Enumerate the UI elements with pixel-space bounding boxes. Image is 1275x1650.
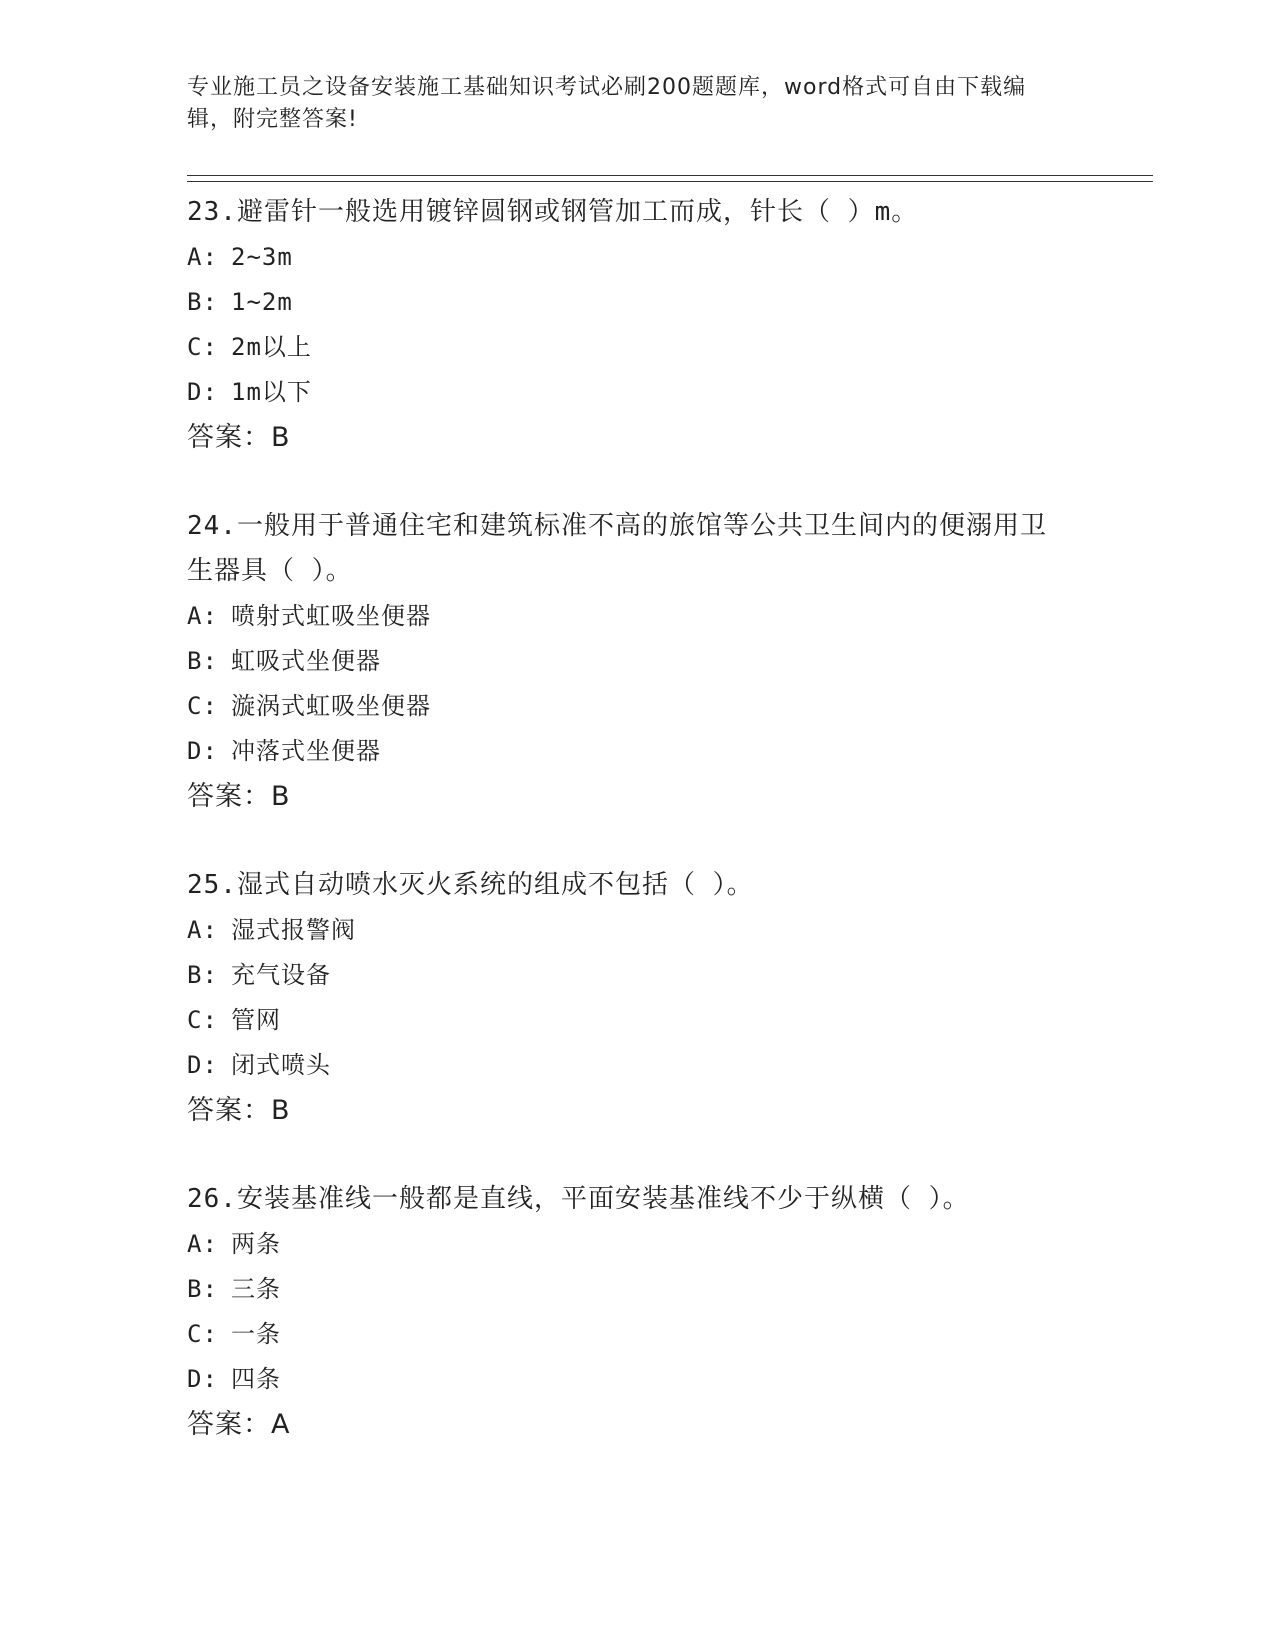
question-26 bbox=[187, 1177, 1087, 1448]
option-d bbox=[187, 370, 1087, 415]
question-24 bbox=[187, 504, 1087, 820]
option-letter: A: bbox=[187, 916, 218, 944]
option-text: 两条 bbox=[231, 1230, 281, 1258]
option-letter: B: bbox=[187, 288, 218, 316]
answer-label: 答案：B bbox=[187, 1095, 291, 1126]
question-25 bbox=[187, 863, 1087, 1134]
option-letter: B: bbox=[187, 647, 218, 675]
option-letter: A: bbox=[187, 243, 218, 271]
question-text: 24.一般用于普通住宅和建筑标准不高的旅馆等公共卫生间内的便溺用卫生器具（ ）。 bbox=[187, 511, 1047, 586]
option-letter: D: bbox=[187, 1051, 218, 1079]
option-text: 充气设备 bbox=[231, 961, 331, 989]
option-c bbox=[187, 684, 1087, 729]
option-letter: C: bbox=[187, 1006, 218, 1034]
option-a bbox=[187, 235, 1087, 280]
option-letter: C: bbox=[187, 333, 218, 361]
option-text: 2~3m bbox=[231, 243, 293, 271]
option-b bbox=[187, 639, 1087, 684]
document-header: 专业施工员之设备安装施工基础知识考试必刷200题题库，word格式可自由下载编辑，附完整答案! bbox=[187, 75, 1027, 132]
option-c bbox=[187, 325, 1087, 370]
option-c bbox=[187, 1312, 1087, 1357]
question-23 bbox=[187, 190, 1087, 461]
option-letter: B: bbox=[187, 961, 218, 989]
option-letter: A: bbox=[187, 602, 218, 630]
option-d bbox=[187, 1357, 1087, 1402]
option-text: 管网 bbox=[231, 1006, 281, 1034]
option-letter: A: bbox=[187, 1230, 218, 1258]
option-text: 喷射式虹吸坐便器 bbox=[231, 602, 431, 630]
answer-label: 答案：B bbox=[187, 781, 291, 812]
option-text: 1m以下 bbox=[231, 378, 312, 406]
option-a bbox=[187, 594, 1087, 639]
option-letter: C: bbox=[187, 1320, 218, 1348]
option-d bbox=[187, 1043, 1087, 1088]
option-a bbox=[187, 908, 1087, 953]
option-text: 2m以上 bbox=[231, 333, 312, 361]
option-text: 一条 bbox=[231, 1320, 281, 1348]
option-a bbox=[187, 1222, 1087, 1267]
option-b bbox=[187, 953, 1087, 998]
option-letter: C: bbox=[187, 692, 218, 720]
option-d bbox=[187, 729, 1087, 774]
header-divider-top bbox=[187, 175, 1153, 176]
option-text: 虹吸式坐便器 bbox=[231, 647, 381, 675]
header-divider-bottom bbox=[187, 181, 1153, 182]
option-text: 1~2m bbox=[231, 288, 293, 316]
answer-label: 答案：A bbox=[187, 1409, 291, 1440]
question-text: 25.湿式自动喷水灭火系统的组成不包括（ ）。 bbox=[187, 870, 754, 900]
option-letter: D: bbox=[187, 1365, 218, 1393]
question-text: 26.安装基准线一般都是直线，平面安装基准线不少于纵横（ ）。 bbox=[187, 1184, 970, 1214]
question-text: 23.避雷针一般选用镀锌圆钢或钢管加工而成，针长（ ）m。 bbox=[187, 197, 919, 227]
option-text: 闭式喷头 bbox=[231, 1051, 331, 1079]
option-letter: D: bbox=[187, 378, 218, 406]
option-letter: D: bbox=[187, 737, 218, 765]
option-b bbox=[187, 280, 1087, 325]
option-text: 漩涡式虹吸坐便器 bbox=[231, 692, 431, 720]
option-text: 四条 bbox=[231, 1365, 281, 1393]
question-list bbox=[187, 190, 1087, 1491]
option-b bbox=[187, 1267, 1087, 1312]
option-c bbox=[187, 998, 1087, 1043]
answer-label: 答案：B bbox=[187, 422, 291, 453]
option-text: 三条 bbox=[231, 1275, 281, 1303]
option-text: 冲落式坐便器 bbox=[231, 737, 381, 765]
option-text: 湿式报警阀 bbox=[231, 916, 356, 944]
option-letter: B: bbox=[187, 1275, 218, 1303]
